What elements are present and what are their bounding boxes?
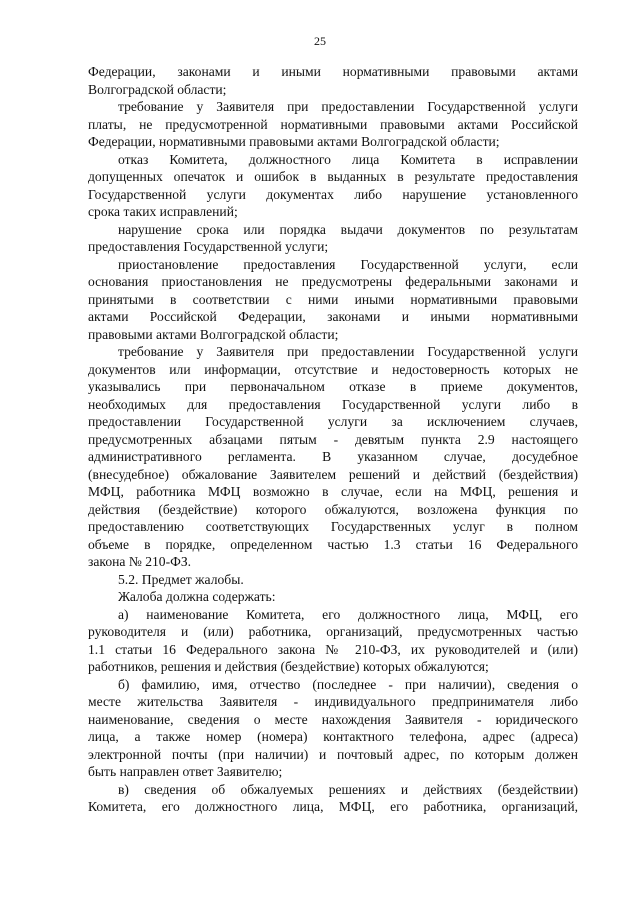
text-line: 5.2. Предмет жалобы. <box>118 571 244 587</box>
text-line: предоставлении Государственной услуги за исключением случаев, <box>88 414 578 429</box>
text-line: допущенных опечаток и ошибок в выданных в результате предоставления <box>88 169 578 184</box>
text-line: а) наименование Комитета, его должностного лица, МФЦ, его <box>118 606 578 622</box>
text-line: Федерации, нормативными правовыми актами Волгоградской области; <box>88 134 500 149</box>
text-line: в) сведения об обжалуемых решениях и действиях (бездействии) <box>118 781 578 797</box>
text-line: 1.1 статьи 16 Федерального закона № 210-ФЗ, их руководителей и (или) <box>88 641 578 657</box>
text-line: быть направлен ответ Заявителю; <box>88 764 283 779</box>
text-line: необходимых для предоставления Государственной услуги либо в <box>88 396 578 412</box>
text-line: Федерации, законами и иными нормативными правовыми актами <box>88 64 578 79</box>
text-line: актами Российской Федерации, законами и иными нормативными <box>88 309 578 324</box>
text-line: действия (бездействие) которого обжалуются, возложена функция по <box>88 501 578 517</box>
text-line: основания приостановления не предусмотрены федеральными законами и <box>88 274 578 289</box>
text-line: закона № 210-ФЗ. <box>88 554 192 569</box>
page-number: 25 <box>314 34 326 48</box>
text-line: правовыми актами Волгоградской области; <box>88 326 339 342</box>
document-body <box>88 63 578 816</box>
text-line: Государственной услуги документах либо нарушение установленного <box>88 186 578 202</box>
text-line: указывались при первоначальном отказе в приеме документов, <box>88 379 578 394</box>
text-line: лица, а также номер (номера) контактного телефона, адрес (адреса) <box>88 729 578 744</box>
text-line: Волгоградской области; <box>88 81 227 97</box>
text-line: наименование, сведения о месте нахождения Заявителя - юридического <box>88 711 578 727</box>
text-line: месте жительства Заявителя - индивидуального предпринимателя либо <box>88 694 578 709</box>
text-line: электронной почты (при наличии) и почтовый адрес, по которым должен <box>88 746 578 762</box>
text-line: б) фамилию, имя, отчество (последнее - при наличии), сведения о <box>118 676 578 692</box>
text-line: предусмотренных абзацами пятым - девятым пункта 2.9 настоящего <box>88 431 578 447</box>
text-line: МФЦ, работника МФЦ возможно в случае, если на МФЦ, решения и <box>88 484 578 499</box>
text-line: предоставлению соответствующих Государственных услуг в полном <box>88 519 578 534</box>
text-line: отказ Комитета, должностного лица Комитета в исправлении <box>118 151 578 167</box>
text-line: руководителя и (или) работника, организаций, предусмотренных частью <box>88 624 578 639</box>
text-line: административного регламента. В указанном случае, досудебное <box>88 449 578 464</box>
text-line: (внесудебное) обжалование Заявителем решений и действий (бездействия) <box>88 466 578 482</box>
text-line: требование у Заявителя при предоставлении Государственной услуги <box>118 99 578 114</box>
text-line: срока таких исправлений; <box>88 204 238 219</box>
text-line: работников, решения и действия (бездействие) которых обжалуются; <box>88 659 489 674</box>
text-line: документов или информации, отсутствие и недостоверность которых не <box>88 361 578 377</box>
text-line: Жалоба должна содержать: <box>118 589 276 604</box>
text-line: нарушение срока или порядка выдачи документов по результатам <box>118 221 578 237</box>
text-line: приостановление предоставления Государственной услуги, если <box>118 256 578 272</box>
text-line: принятыми в соответствии с ними иными нормативными правовыми <box>88 291 578 307</box>
text-line: Комитета, его должностного лица, МФЦ, его работника, организаций, <box>88 799 578 814</box>
text-line: объеме в порядке, определенном частью 1.3 статьи 16 Федерального <box>88 536 578 552</box>
text-line: предоставления Государственной услуги; <box>88 239 329 254</box>
text-line: требование у Заявителя при предоставлении Государственной услуги <box>118 344 578 359</box>
text-line: платы, не предусмотренной нормативными правовыми актами Российской <box>88 116 578 132</box>
